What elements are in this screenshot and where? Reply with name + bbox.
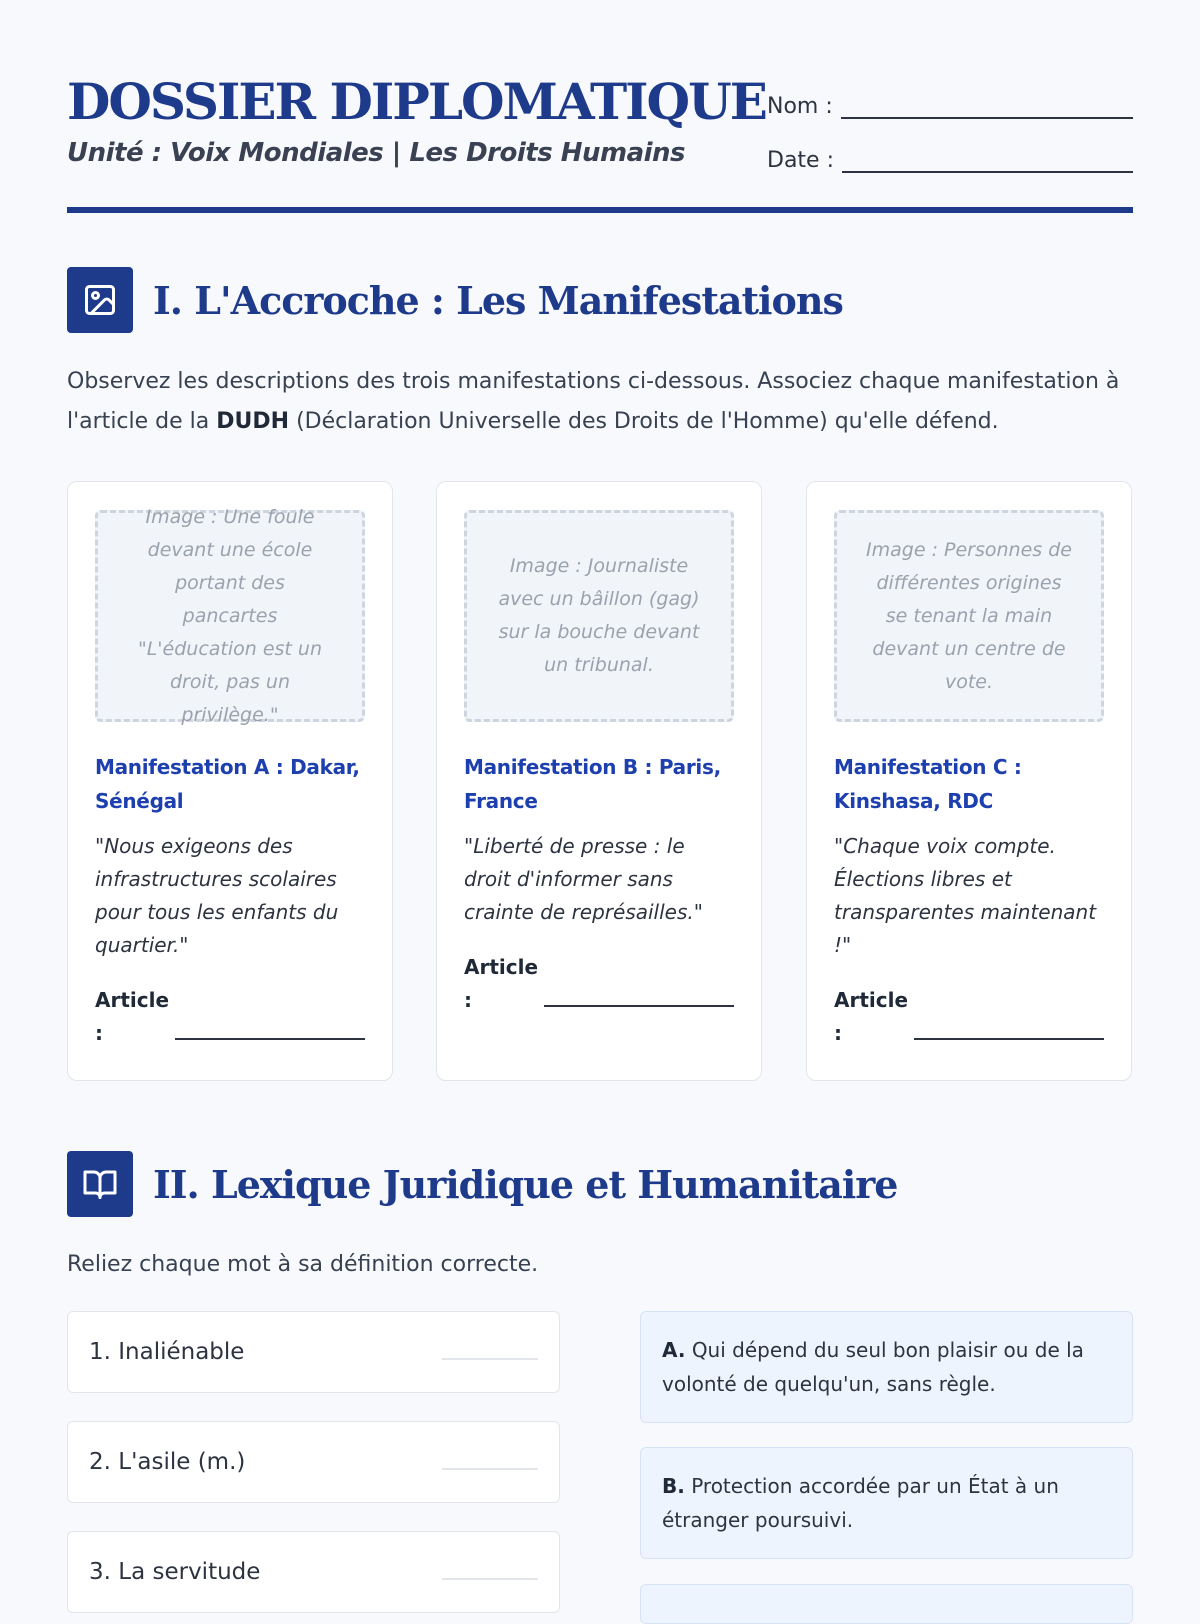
manifestation-card-a [67, 481, 393, 1081]
section-1-title: I. L'Accroche : Les Manifestations [153, 277, 843, 323]
card-quote-c: "Chaque voix compte. Élections libres et transparentes maintenant !" [834, 834, 1097, 957]
article-label-a: Article : [95, 988, 170, 1045]
term-item-1[interactable] [67, 1311, 560, 1393]
manifestation-card-b [436, 481, 762, 1081]
card-title-b: Manifestation B : Paris, France [464, 755, 721, 813]
article-label-c: Article : [834, 988, 909, 1045]
term-item-2[interactable] [67, 1421, 560, 1503]
page-title: DOSSIER DIPLOMATIQUE [67, 72, 766, 131]
definition-c-partial [640, 1584, 1133, 1624]
section-2-title: II. Lexique Juridique et Humanitaire [153, 1161, 898, 1207]
definition-letter-a: A. [662, 1338, 686, 1362]
image-icon [67, 267, 133, 333]
book-icon [67, 1151, 133, 1217]
definition-b [640, 1447, 1133, 1559]
header-divider [67, 207, 1133, 213]
date-blank-line[interactable] [842, 149, 1133, 173]
article-blank-line-b[interactable] [544, 1005, 734, 1007]
term-answer-blank-1[interactable] [442, 1358, 538, 1360]
date-field[interactable] [767, 148, 1133, 173]
worksheet-header [67, 72, 1133, 212]
term-label-3: 3. La servitude [89, 1559, 261, 1585]
definition-a [640, 1311, 1133, 1423]
section-2-header [67, 1151, 897, 1217]
name-field[interactable] [767, 94, 1133, 119]
date-label: Date : [767, 148, 834, 173]
intro-bold-dudh: DUDH [216, 409, 290, 434]
term-label-1: 1. Inaliénable [89, 1339, 245, 1365]
section-2-instructions: Reliez chaque mot à sa définition correcte. [67, 1252, 539, 1277]
term-label-2: 2. L'asile (m.) [89, 1449, 246, 1475]
page-subtitle: Unité : Voix Mondiales | Les Droits Humains [67, 138, 686, 168]
image-placeholder-c: Image : Personnes de différentes origines se tenant la main devant un centre de vote. [834, 510, 1104, 722]
section-1-instructions [67, 362, 1133, 442]
definition-letter-b: B. [662, 1474, 685, 1498]
article-answer-b[interactable] [464, 951, 734, 1017]
article-answer-a[interactable] [95, 984, 365, 1050]
card-quote-a: "Nous exigeons des infrastructures scolaires pour tous les enfants du quartier." [95, 834, 339, 957]
definition-text-b: Protection accordée par un État à un étranger poursuivi. [662, 1474, 1059, 1532]
manifestation-card-c [806, 481, 1132, 1081]
name-label: Nom : [767, 94, 833, 119]
intro-text-start: Observez les descriptions des trois manifestations ci-dessous. Associez chaque manifestation à l'article de la [67, 369, 1120, 434]
article-answer-c[interactable] [834, 984, 1104, 1050]
article-label-b: Article : [464, 955, 539, 1012]
card-title-c: Manifestation C : Kinshasa, RDC [834, 755, 1022, 813]
card-quote-b: "Liberté de presse : le droit d'informer sans crainte de représailles." [464, 834, 703, 924]
name-blank-line[interactable] [841, 95, 1133, 119]
term-answer-blank-2[interactable] [442, 1468, 538, 1470]
intro-text-end: (Déclaration Universelle des Droits de l'Homme) qu'elle défend. [296, 409, 999, 434]
card-title-a: Manifestation A : Dakar, Sénégal [95, 755, 360, 813]
definition-text-a: Qui dépend du seul bon plaisir ou de la volonté de quelqu'un, sans règle. [662, 1338, 1084, 1396]
term-answer-blank-3[interactable] [442, 1578, 538, 1580]
article-blank-line-a[interactable] [175, 1038, 365, 1040]
article-blank-line-c[interactable] [914, 1038, 1104, 1040]
image-placeholder-b: Image : Journaliste avec un bâillon (gag) sur la bouche devant un tribunal. [464, 510, 734, 722]
image-placeholder-a: Image : Une foule devant une école portant des pancartes "L'éducation est un droit, pas un privilège." [95, 510, 365, 722]
term-item-3[interactable] [67, 1531, 560, 1613]
section-1-header [67, 267, 843, 333]
